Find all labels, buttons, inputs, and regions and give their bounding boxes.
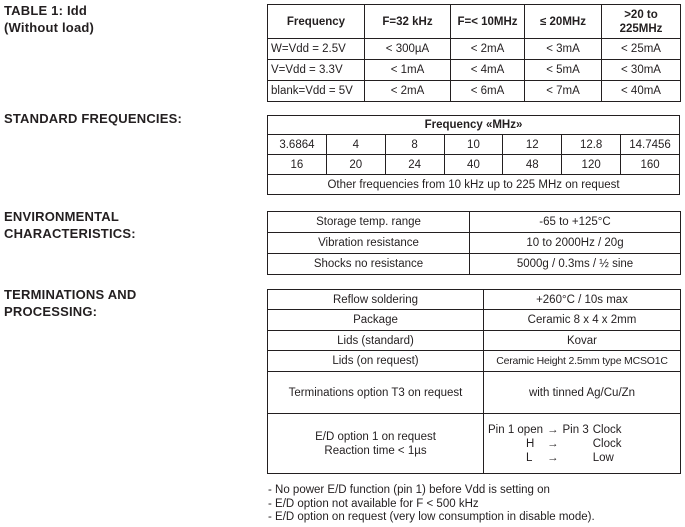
table-row [268,290,681,310]
pin-map-text: Low [592,451,614,464]
frequency-cell: 20 [326,155,385,175]
idd-cell: V=Vdd = 3.3V [268,60,365,81]
footnotes [268,484,595,525]
idd-header-cell: ≤ 20MHz [525,5,602,39]
frequency-cell: 48 [503,155,562,175]
footnote: - E/D option not available for F < 500 kHz [268,497,479,510]
idd-cell: < 5mA [525,60,602,81]
arrow-right-icon: → [547,423,559,436]
arrow-right-icon: → [547,437,559,450]
env-label-cell: Vibration resistance [268,233,470,254]
table-row [268,135,680,155]
footnote: - No power E/D function (pin 1) before Vdd is setting on [268,484,550,496]
pin-map-text: Pin 1 open [488,423,543,436]
env-value-cell: 10 to 2000Hz / 20g [470,233,681,254]
table-row [268,60,681,81]
pin-map-text: Clock [592,423,622,436]
term-value-cell: Kovar [484,331,681,351]
frequency-cell: 12 [503,135,562,155]
idd-cell: < 1mA [365,60,451,81]
frequency-cell: 24 [385,155,444,175]
idd-header-row [268,5,681,39]
frequency-header: Frequency «MHz» [268,116,680,135]
idd-table [267,4,681,102]
terminations-label: TERMINATIONS AND PROCESSING: [4,287,137,319]
pin-map [488,423,621,465]
env-value-cell: -65 to +125°C [470,212,681,233]
idd-cell: < 2mA [451,39,525,60]
table-row [268,212,681,233]
standard-frequencies-label: STANDARD FREQUENCIES: [4,111,183,126]
idd-cell: blank=Vdd = 5V [268,81,365,102]
idd-header-cell: F=< 10MHz [451,5,525,39]
table-row [268,39,681,60]
term-label-cell: Terminations option T3 on request [268,372,484,414]
term-label-cell: Lids (standard) [268,331,484,351]
frequency-cell: 16 [268,155,327,175]
idd-cell: < 4mA [451,60,525,81]
table-row [268,351,681,372]
frequency-cell: 160 [621,155,680,175]
table-row [268,155,680,175]
term-label-cell: Package [268,310,484,331]
term-label-cell: Reflow soldering [268,290,484,310]
table-row [268,331,681,351]
env-value-cell: 5000g / 0.3ms / ½ sine [470,254,681,275]
frequency-cell: 40 [444,155,503,175]
ed-option-line1: E/D option 1 on request [315,430,436,443]
table-row [268,254,681,275]
pin-map-cell [484,414,681,474]
table-row [268,372,681,414]
arrow-right-icon: → [547,451,559,464]
term-value-cell: Ceramic 8 x 4 x 2mm [484,310,681,331]
idd-cell: W=Vdd = 2.5V [268,39,365,60]
idd-cell: < 300µA [365,39,451,60]
environmental-table [267,211,681,275]
table1-label: TABLE 1: Idd (Without load) [4,3,95,35]
env-label-cell: Shocks no resistance [268,254,470,275]
idd-header-cell: >20 to 225MHz [602,5,681,39]
term-value-cell: +260°C / 10s max [484,290,681,310]
idd-header-cell: F=32 kHz [365,5,451,39]
env-label-cell: Storage temp. range [268,212,470,233]
table-row [268,233,681,254]
frequency-cell: 10 [444,135,503,155]
idd-cell: < 40mA [602,81,681,102]
idd-cell: < 2mA [365,81,451,102]
frequency-cell: 120 [562,155,621,175]
frequency-footer-row [268,175,680,195]
pin-map-text [563,451,589,465]
standard-frequencies-table [267,115,680,195]
idd-cell: < 7mA [525,81,602,102]
term-label-cell: Lids (on request) [268,351,484,372]
idd-header-cell: Frequency [268,5,365,39]
frequency-cell: 3.6864 [268,135,327,155]
table-row [268,310,681,331]
pin-map-text: H [526,437,535,450]
idd-cell: < 6mA [451,81,525,102]
frequency-cell: 8 [385,135,444,155]
table-row [268,414,681,474]
pin-map-text: L [526,451,533,464]
frequency-footer: Other frequencies from 10 kHz up to 225 MHz on request [268,175,680,195]
frequency-cell: 12.8 [562,135,621,155]
frequency-cell: 14.7456 [621,135,680,155]
ed-option-cell [268,414,484,474]
pin-map-text: Pin 3 [562,423,589,436]
idd-cell: < 3mA [525,39,602,60]
term-value-cell: with tinned Ag/Cu/Zn [484,372,681,414]
idd-cell: < 30mA [602,60,681,81]
frequency-header-row [268,116,680,135]
idd-cell: < 25mA [602,39,681,60]
environmental-label: ENVIRONMENTAL CHARACTERISTICS: [4,209,136,241]
pin-map-text: Clock [592,437,622,450]
frequency-cell: 4 [326,135,385,155]
footnote: - E/D option on request (very low consumption in disable mode). [268,511,595,523]
table-row [268,81,681,102]
term-value-cell: Ceramic Height 2.5mm type MCSO1C [484,351,681,372]
pin-map-text [563,437,589,451]
ed-option-line2: Reaction time < 1µs [324,444,427,457]
terminations-table [267,289,681,474]
